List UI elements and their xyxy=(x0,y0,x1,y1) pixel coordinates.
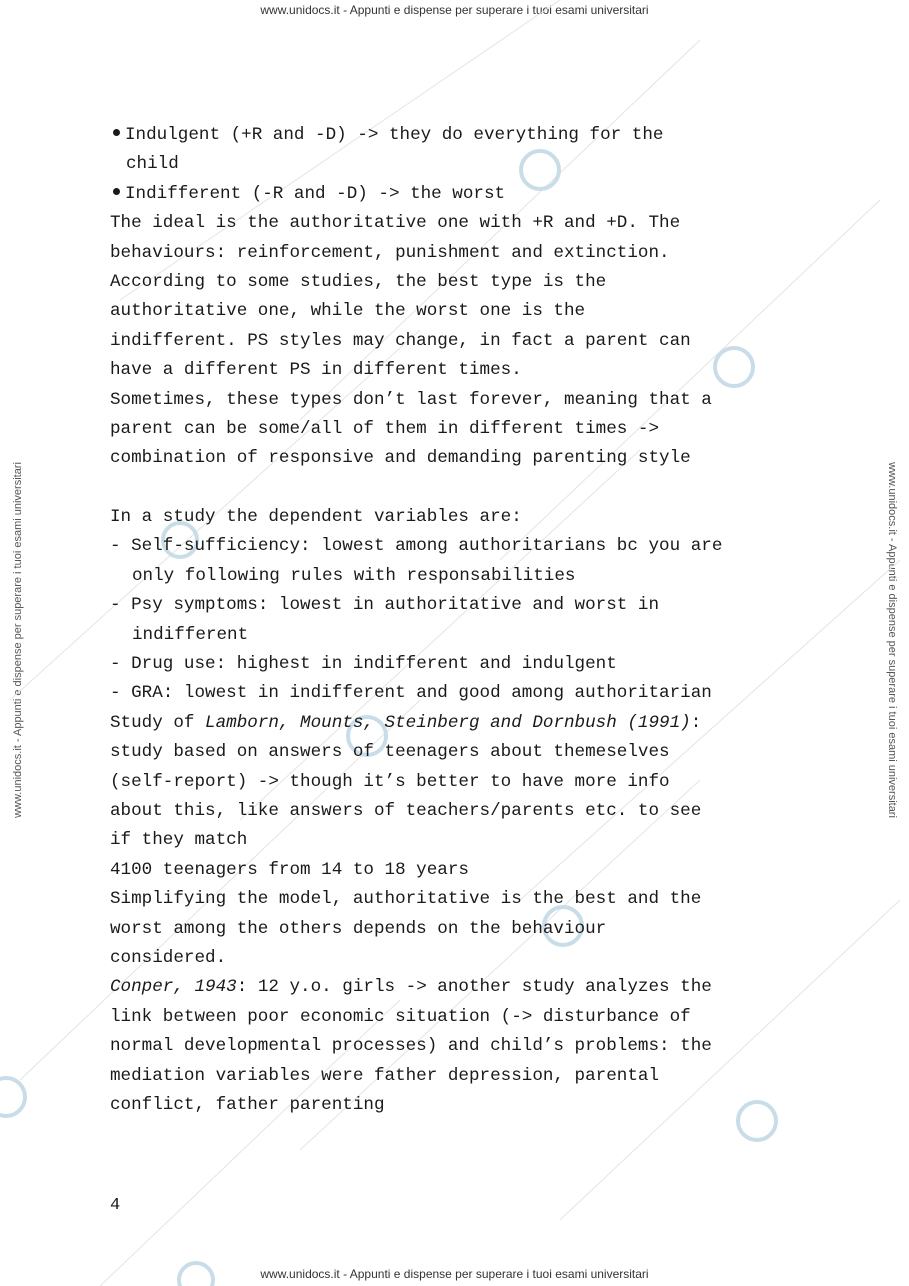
dash-item: - GRA: lowest in indifferent and good among authoritarian xyxy=(110,683,712,704)
dash-icon: - xyxy=(110,536,132,557)
paragraph-line: Simplifying the model, authoritative is the best and the xyxy=(110,889,702,910)
footer-banner xyxy=(0,1267,909,1281)
dash-icon: - xyxy=(110,595,132,616)
paragraph-line: 4100 teenagers from 14 to 18 years xyxy=(110,859,469,880)
dash-item: - Drug use: highest in indifferent and indulgent xyxy=(110,654,617,675)
dash-item: - Self-sufficiency: lowest among authoritarians bc you are xyxy=(110,536,723,557)
bullet-text: Indifferent (-R and -D) -> the worst xyxy=(125,183,506,204)
paragraph-line: behaviours: reinforcement, punishment and extinction. xyxy=(110,242,670,263)
paragraph-line: indifferent. PS styles may change, in fact a parent can xyxy=(110,330,691,351)
paragraph-line: if they match xyxy=(110,830,248,851)
paragraph-line: According to some studies, the best type is the xyxy=(110,271,607,292)
side-banner-left-text: www.unidocs.it - Appunti e dispense per superare i tuoi esami universitari xyxy=(12,462,24,818)
bullet-text: child xyxy=(126,154,179,175)
paragraph-line: (self-report) -> though it’s better to have more info xyxy=(110,771,670,792)
paragraph-line: study based on answers of teenagers about themeselves xyxy=(110,742,670,763)
blank-line xyxy=(110,474,810,503)
page-number: 4 xyxy=(110,1196,121,1215)
paragraph-line: mediation variables were father depression, parental xyxy=(110,1065,660,1086)
paragraph-line: worst among the others depends on the behaviour xyxy=(110,918,607,939)
study-intro: In a study the dependent variables are: xyxy=(110,507,522,528)
dash-icon: - xyxy=(110,683,132,704)
document-body xyxy=(110,121,810,1120)
dash-icon: - xyxy=(110,654,132,675)
bullet-item xyxy=(110,180,810,209)
dash-item: - Psy symptoms: lowest in authoritative and worst in xyxy=(110,595,660,616)
paragraph-line: Sometimes, these types don’t last forever, meaning that a xyxy=(110,389,712,410)
side-banner-left xyxy=(12,462,24,818)
citation: Lamborn, Mounts, Steinberg and Dornbush (1991) xyxy=(205,712,691,733)
bullet-item-continued xyxy=(110,150,810,179)
header-banner xyxy=(0,3,909,17)
paragraph-line: The ideal is the authoritative one with +R and +D. The xyxy=(110,213,681,234)
paragraph-line: about this, like answers of teachers/parents etc. to see xyxy=(110,800,702,821)
paragraph-line: conflict, father parenting xyxy=(110,1094,385,1115)
lamborn-heading: Study of Lamborn, Mounts, Steinberg and Dornbush (1991): xyxy=(110,712,702,733)
paragraph-line: normal developmental processes) and child’s problems: the xyxy=(110,1036,712,1057)
paragraph-line: combination of responsive and demanding parenting style xyxy=(110,448,691,469)
citation: Conper, 1943 xyxy=(110,977,237,998)
side-banner-right xyxy=(886,462,898,818)
conper-heading: Conper, 1943: 12 y.o. girls -> another study analyzes the xyxy=(110,977,712,998)
paragraph-line: considered. xyxy=(110,947,227,968)
paragraph-line: have a different PS in different times. xyxy=(110,360,522,381)
paragraph-line: link between poor economic situation (-> disturbance of xyxy=(110,1006,691,1027)
bullet-item xyxy=(110,121,810,150)
dash-item-continued: indifferent xyxy=(132,624,249,645)
footer-banner-text: www.unidocs.it - Appunti e dispense per superare i tuoi esami universitari xyxy=(260,1267,649,1281)
side-banner-right-text: www.unidocs.it - Appunti e dispense per superare i tuoi esami universitari xyxy=(886,462,898,818)
paragraph-line: parent can be some/all of them in different times -> xyxy=(110,418,660,439)
bullet-text: Indulgent (+R and -D) -> they do everything for the xyxy=(125,125,664,145)
bullet-icon xyxy=(113,129,120,136)
paragraph-line: authoritative one, while the worst one is the xyxy=(110,301,586,322)
header-banner-text: www.unidocs.it - Appunti e dispense per superare i tuoi esami universitari xyxy=(260,3,649,17)
dash-item-continued: only following rules with responsabilities xyxy=(132,565,576,586)
bullet-icon xyxy=(113,188,120,195)
